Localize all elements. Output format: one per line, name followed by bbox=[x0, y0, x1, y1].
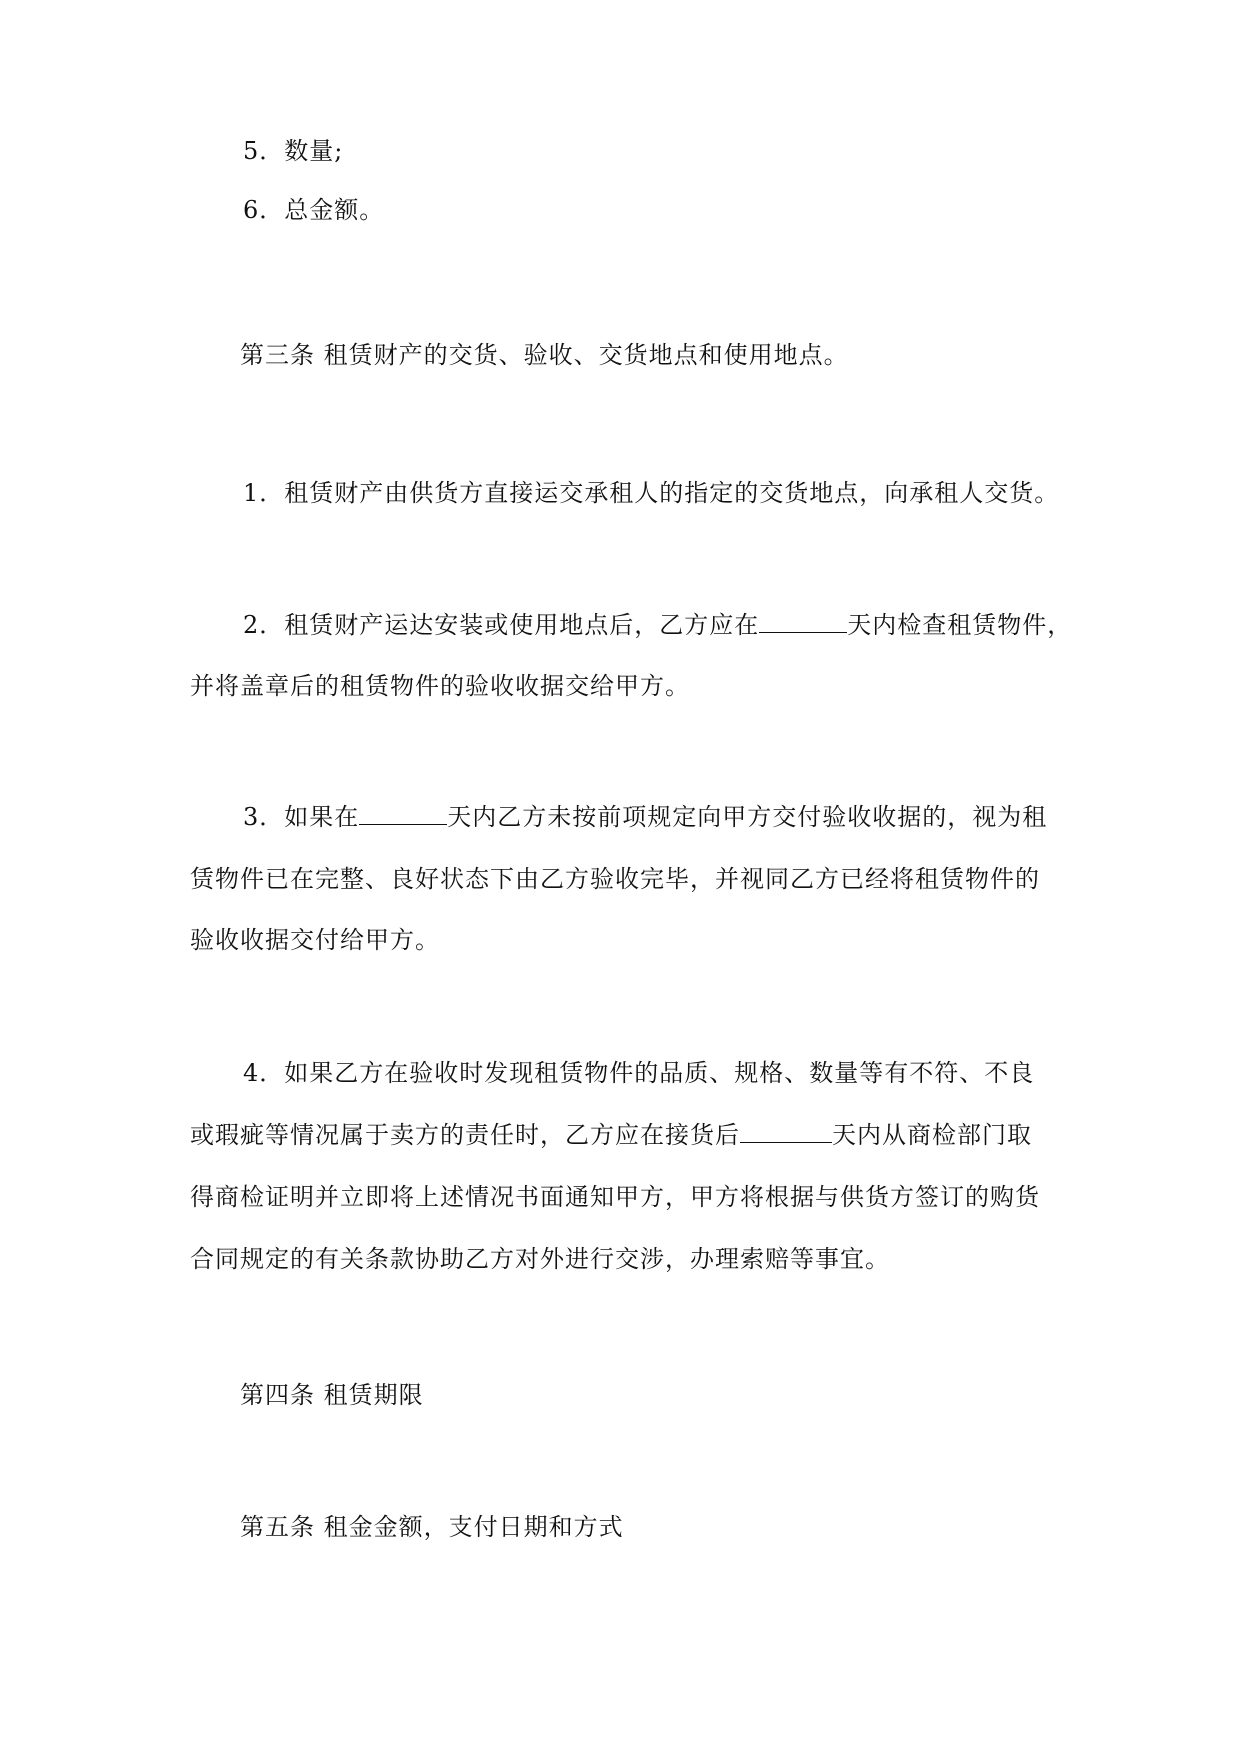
para-2-text-a: 2．租赁财产运达安装或使用地点后，乙方应在 bbox=[243, 611, 760, 639]
item-total-amount: 6．总金额。 bbox=[243, 196, 385, 224]
article-3-para-4-line-4: 合同规定的有关条款协助乙方对外进行交涉，办理索赔等事宜。 bbox=[190, 1245, 890, 1273]
article-3-para-2-line-2: 并将盖章后的租赁物件的验收收据交给甲方。 bbox=[190, 672, 690, 700]
article-4-heading: 第四条 租赁期限 bbox=[240, 1381, 424, 1409]
article-3-para-4-line-2 bbox=[190, 1120, 1032, 1150]
para-3-text-b: 天内乙方未按前项规定向甲方交付验收收据的，视为租 bbox=[447, 803, 1048, 831]
article-3-para-3-line-2: 赁物件已在完整、良好状态下由乙方验收完毕，并视同乙方已经将租赁物件的 bbox=[190, 865, 1040, 893]
article-3-para-1: 1．租赁财产由供货方直接运交承租人的指定的交货地点，向承租人交货。 bbox=[243, 479, 1060, 507]
article-3-heading: 第三条 租赁财产的交货、验收、交货地点和使用地点。 bbox=[240, 341, 849, 369]
para-3-text-a: 3．如果在 bbox=[243, 803, 360, 831]
item-quantity: 5．数量; bbox=[243, 137, 344, 165]
article-3-para-2-line-1 bbox=[243, 610, 1072, 640]
fill-in-blank bbox=[759, 610, 847, 633]
para-4-text-b1: 或瑕疵等情况属于卖方的责任时，乙方应在接货后 bbox=[190, 1121, 740, 1149]
article-3-para-3-line-1 bbox=[243, 802, 1047, 832]
article-3-para-3-line-3: 验收收据交付给甲方。 bbox=[190, 926, 440, 954]
article-5-heading: 第五条 租金金额，支付日期和方式 bbox=[240, 1513, 624, 1541]
fill-in-blank bbox=[740, 1120, 832, 1143]
article-3-para-4-line-3: 得商检证明并立即将上述情况书面通知甲方，甲方将根据与供货方签订的购货 bbox=[190, 1183, 1040, 1211]
article-3-para-4-line-1: 4．如果乙方在验收时发现租赁物件的品质、规格、数量等有不符、不良 bbox=[243, 1059, 1035, 1087]
fill-in-blank bbox=[359, 802, 447, 825]
para-2-text-b: 天内检查租赁物件， bbox=[847, 611, 1073, 639]
para-4-text-b2: 天内从商检部门取 bbox=[832, 1121, 1032, 1149]
